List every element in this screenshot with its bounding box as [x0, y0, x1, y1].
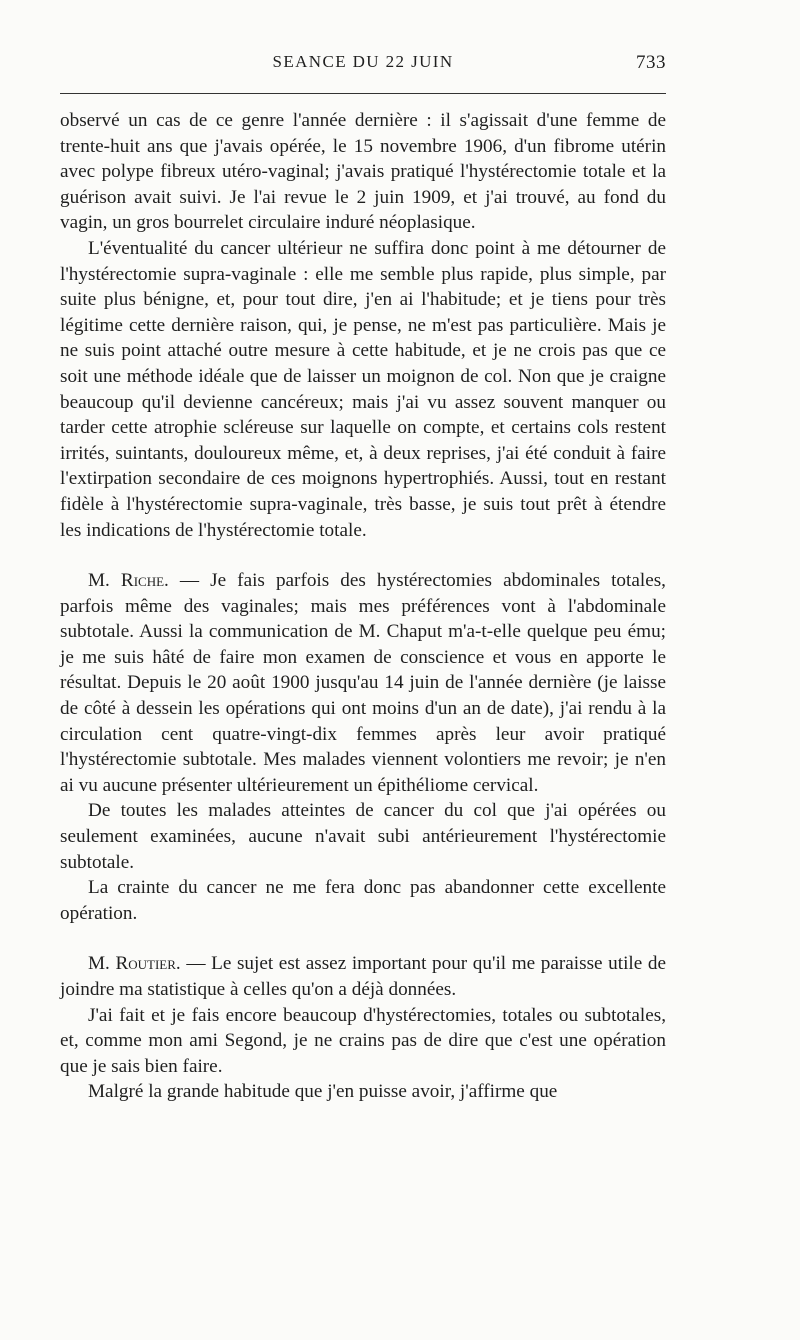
page-header — [60, 52, 666, 82]
paragraph-text: observé un cas de ce genre l'année dernière : il s'agissait d'une femme de trente-huit ans que j'avais opérée, le 15 novembre 1906, d'un fibrome utérin avec polype fibreux utéro-vaginal; j'avais pratiqué l'hystérectomie totale et la guérison avait suivi. Je l'ai revue le 2 juin 1909, et j'ai trouvé, au fond du vagin, un gros bourrelet circulaire induré néoplasique. — [60, 110, 666, 234]
paragraph-text: Malgré la grande habitude que j'en puisse avoir, j'affirme que — [88, 1081, 558, 1103]
speaker-name: M. Riche. — [88, 570, 169, 592]
paragraph-routier — [60, 951, 666, 1002]
header-rule — [60, 93, 666, 94]
paragraph — [60, 236, 666, 543]
page-number: 733 — [636, 52, 666, 73]
paragraph — [60, 875, 666, 926]
paragraph — [60, 108, 666, 236]
paragraph-text: J'ai fait et je fais encore beaucoup d'hystérectomies, totales ou subtotales, et, comme mon ami Segond, je ne crains pas de dire que c'est une opération que je sais bien faire. — [60, 1004, 666, 1077]
paragraph-text: — Je fais parfois des hystérectomies abdominales totales, parfois même des vaginales; mais mes préférences vont à l'abdominale subtotale. Aussi la communication de M. Chaput m'a-t-elle quelque peu ému; je me suis hâté de faire mon examen de conscience et vous en apporte le résultat. Depuis le 20 août 1900 jusqu'au 14 juin de l'année dernière (je laisse de côté à dessein les opérations qui ont moins d'un an de date), j'ai rendu à la circulation cent quatre-vingt-dix femmes après leur avoir pratiqué l'hystérectomie subtotale. Mes malades viennent volontiers me revoir; je n'en ai vu aucune présenter ultérieurement un épithéliome cervical. — [60, 570, 666, 796]
paragraph — [60, 1079, 666, 1105]
paragraph-text: — Le sujet est assez important pour qu'il me paraisse utile de joindre ma statistique à celles qu'on a déjà données. — [60, 953, 666, 1000]
paragraph — [60, 798, 666, 875]
speaker-name: M. Routier. — [88, 953, 181, 975]
body-text — [60, 108, 666, 1105]
paragraph-riche — [60, 568, 666, 798]
paragraph-text: L'éventualité du cancer ultérieur ne suffira donc point à me détourner de l'hystérectomie supra-vaginale : elle me semble plus rapide, plus simple, par suite plus bénigne, et, pour tout dire, j'en ai l'habitude; et je tiens pour très légitime cette dernière raison, qui, je pense, ne m'est pas particulière. Mais je ne suis point attaché outre mesure à cette habitude, et je ne crois pas que ce soit une méthode idéale que de laisser un moignon de col. Non que je craigne beaucoup qu'il devienne cancéreux; mais j'ai vu assez souvent manquer ou tarder cette atrophie scléreuse sur laquelle on compte, et certains cols restent irrités, suintants, douloureux même, et, à deux reprises, j'ai été conduit à faire l'extirpation secondaire de ces moignons hypertrophiés. Aussi, tout en restant fidèle à l'hystérectomie supra-vaginale, très basse, je suis tout prêt à étendre les indications de l'hystérectomie totale. — [60, 237, 666, 541]
paragraph — [60, 1003, 666, 1080]
paragraph-text: La crainte du cancer ne me fera donc pas abandonner cette excellente opération. — [60, 877, 666, 924]
running-title: SEANCE DU 22 JUIN — [272, 52, 454, 71]
paragraph-text: De toutes les malades atteintes de cancer du col que j'ai opérées ou seulement examinées, aucune n'avait subi antérieurement l'hystérectomie subtotale. — [60, 800, 666, 873]
